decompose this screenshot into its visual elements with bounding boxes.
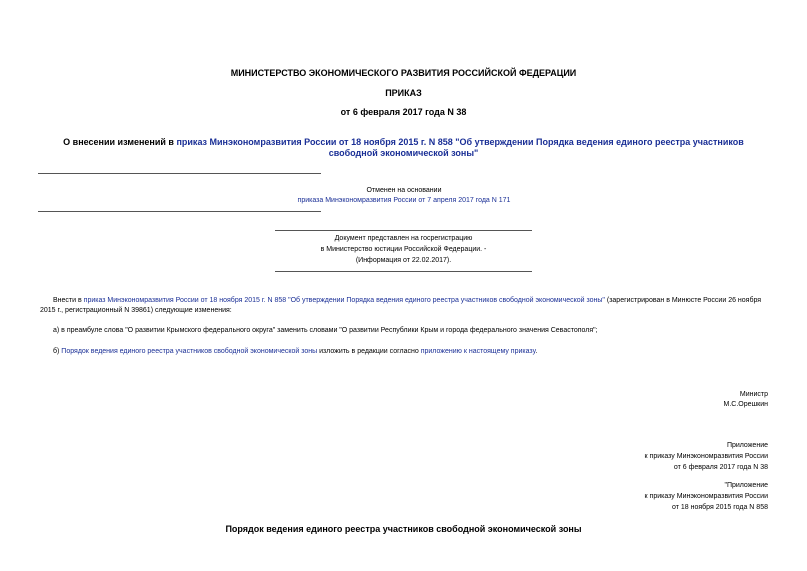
signature-position: Министр bbox=[739, 391, 768, 398]
divider-line bbox=[275, 230, 532, 231]
body-item-a: а) в преамбуле слова "О развитии Крымского федерального округа" заменить словами "О развитии Республики Крым и города федерального значения Севастополя"; bbox=[53, 327, 598, 334]
body-intro-paragraph bbox=[40, 296, 768, 316]
registration-note-line: в Министерство юстиции Российской Федерации. - bbox=[320, 246, 487, 253]
title-link[interactable]: приказ Минэкономразвития России от 18 ноября 2015 г. N 858 "Об утверждении Порядка ведения единого реестра участников свободной экономической зоны" bbox=[176, 137, 744, 158]
item-b-mid: изложить в редакции согласно bbox=[317, 348, 421, 355]
cancel-note-text: Отменен на основании bbox=[366, 187, 442, 194]
document-title bbox=[40, 137, 767, 159]
section-title: Порядок ведения единого реестра участников свободной экономической зоны bbox=[225, 524, 582, 534]
ministry-heading: МИНИСТЕРСТВО ЭКОНОМИЧЕСКОГО РАЗВИТИЯ РОССИЙСКОЙ ФЕДЕРАЦИИ bbox=[230, 68, 577, 78]
divider-line bbox=[275, 271, 532, 272]
item-b-link-appendix[interactable]: приложению к настоящему приказу bbox=[420, 348, 536, 355]
item-b-link-order[interactable]: Порядок ведения единого реестра участников свободной экономической зоны bbox=[61, 348, 318, 355]
divider-line bbox=[38, 211, 321, 212]
item-b-suffix: . bbox=[535, 348, 538, 355]
document-date: от 6 февраля 2017 года N 38 bbox=[340, 107, 467, 117]
intro-link[interactable]: приказ Минэкономразвития России от 18 ноября 2015 г. N 858 "Об утверждении Порядка ведения единого реестра участников свободной экономической зоны" bbox=[83, 297, 605, 304]
appendix-line: от 6 февраля 2017 года N 38 bbox=[673, 464, 768, 471]
cancel-note-link[interactable]: приказа Минэкономразвития России от 7 апреля 2017 года N 171 bbox=[297, 197, 511, 204]
appendix-line: Приложение bbox=[726, 442, 768, 449]
appendix-line: к приказу Минэкономразвития России bbox=[644, 453, 768, 460]
appendix-line: к приказу Минэкономразвития России bbox=[644, 493, 768, 500]
intro-suffix: (зарегистрирован в Минюсте России 26 ноября 2015 г., регистрационный N 39861) следующие изменения: bbox=[40, 297, 762, 314]
registration-note-line: Документ представлен на госрегистрацию bbox=[334, 235, 473, 242]
appendix-line: "Приложение bbox=[724, 482, 768, 489]
item-b-prefix: б) bbox=[53, 348, 62, 355]
divider-line bbox=[38, 173, 321, 174]
title-prefix: О внесении изменений в bbox=[63, 137, 177, 147]
signature-name: М.С.Орешкин bbox=[723, 401, 768, 408]
intro-prefix: Внести в bbox=[53, 297, 84, 304]
document-type: ПРИКАЗ bbox=[385, 88, 422, 98]
appendix-line: от 18 ноября 2015 года N 858 bbox=[672, 504, 768, 511]
registration-note-line: (Информация от 22.02.2017). bbox=[355, 257, 452, 264]
body-item-b bbox=[53, 347, 768, 357]
